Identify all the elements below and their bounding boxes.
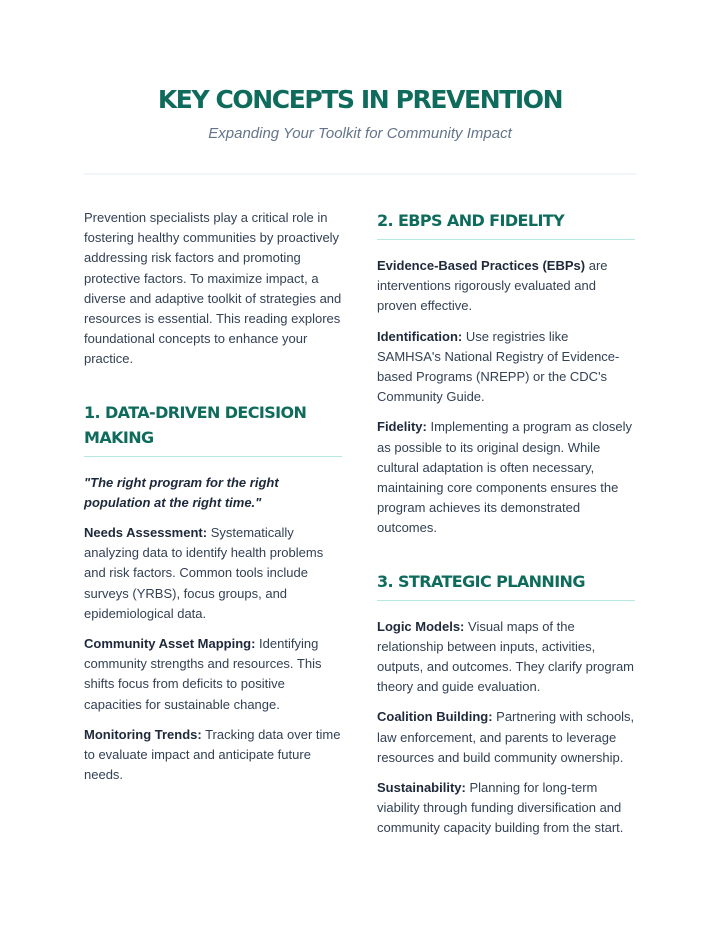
definition-text: Visual maps of the relationship between inputs, activities, outputs, and outcomes. They clarify program theory and guide evaluation. xyxy=(377,618,634,695)
definition-term: Needs Assessment: xyxy=(84,525,208,541)
definition-term: Fidelity: xyxy=(377,419,427,435)
definition-term: Logic Models: xyxy=(377,618,465,634)
section-heading: 3. STRATEGIC PLANNING xyxy=(377,569,635,601)
definition-needs-assessment xyxy=(84,523,342,624)
definition-term: Sustainability: xyxy=(377,780,466,796)
definition-term: Evidence-Based Practices (EBPs) xyxy=(377,258,586,273)
definition-term: Community Asset Mapping: xyxy=(84,636,256,652)
definition-community-asset-mapping xyxy=(84,634,342,715)
definition-text: Use registries like SAMHSA's National Registry of Evidence-based Programs (NREPP) or the CDC's Community Guide. xyxy=(377,328,620,405)
section-strategic-planning xyxy=(377,569,635,839)
definition-term: Monitoring Trends: xyxy=(84,726,202,742)
page-title: KEY CONCEPTS IN PREVENTION xyxy=(157,85,563,114)
definition-sustainability xyxy=(377,778,635,839)
definition-text: Systematically analyzing data to identify health problems and risk factors. Common tools include surveys (YRBS), focus groups, and epidemiological data. xyxy=(84,525,324,621)
section-heading: 1. DATA-DRIVEN DECISION MAKING xyxy=(84,400,342,457)
definition-monitoring-trends xyxy=(84,725,342,786)
definition-text: Partnering with schools, law enforcement, and parents to leverage resources and build community ownership. xyxy=(377,709,635,765)
left-column xyxy=(84,208,342,795)
section-heading: 2. EBPS AND FIDELITY xyxy=(377,208,635,240)
section-data-driven-decision-making xyxy=(84,400,342,786)
definition-term: Coalition Building: xyxy=(377,709,493,725)
definition-term: Identification: xyxy=(377,328,463,344)
definition-text: are interventions rigorously evaluated and proven effective. xyxy=(377,258,608,314)
header-divider xyxy=(84,173,636,175)
definition-text: Planning for long-term viability through funding diversification and community capacity building from the start. xyxy=(377,780,624,836)
pull-quote: "The right program for the right population at the right time." xyxy=(84,474,279,510)
definition-text: Identifying community strengths and resources. This shifts focus from deficits to positive capacities for sustainable change. xyxy=(84,636,322,712)
section-ebps-and-fidelity xyxy=(377,208,635,539)
definition-text: Tracking data over time to evaluate impact and anticipate future needs. xyxy=(84,726,341,783)
page-subtitle: Expanding Your Toolkit for Community Impact xyxy=(208,125,512,142)
definition-coalition-building xyxy=(377,707,635,768)
definition-logic-models xyxy=(377,617,635,698)
page-header xyxy=(84,82,636,144)
right-column xyxy=(377,208,635,849)
definition-identification xyxy=(377,327,635,408)
definition-evidence-based-practices xyxy=(377,256,635,317)
definition-fidelity xyxy=(377,417,635,538)
intro-paragraph: Prevention specialists play a critical role in fostering healthy communities by proactively addressing risk factors and promoting protective factors. To maximize impact, a diverse and adaptive toolkit of strategies and resources is essential. This reading explores foundational concepts to enhance your practice. xyxy=(84,210,342,367)
definition-text: Implementing a program as closely as possible to its original design. While cultural adaptation is often necessary, maintaining core components ensures the program achieves its demonstrated outcomes. xyxy=(377,419,633,536)
